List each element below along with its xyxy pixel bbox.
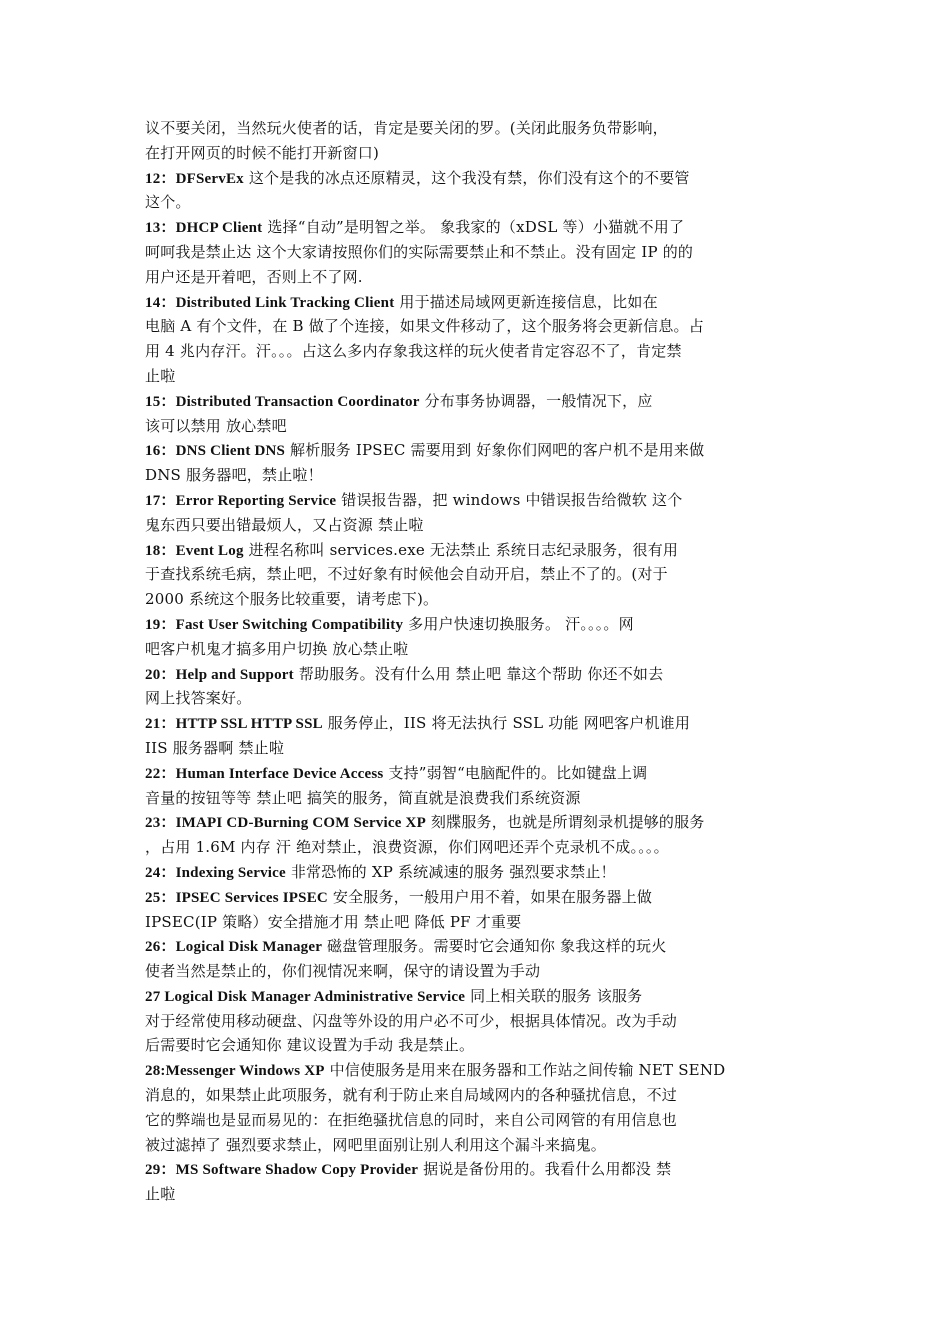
line-text: 2000 系统这个服务比较重要，请考虑下)。 (145, 590, 439, 609)
text-line (145, 1182, 785, 1207)
service-heading: 23：IMAPI CD-Burning COM Service XP (145, 815, 426, 832)
service-heading: 20：Help and Support (145, 666, 294, 683)
line-text: 这个。 (145, 193, 191, 212)
service-heading: 29：MS Software Shadow Copy Provider (145, 1162, 419, 1179)
text-line (145, 1108, 785, 1133)
text-line (145, 910, 785, 935)
line-text: 鬼东西只要出错最烦人，又占资源 禁止啦 (145, 515, 424, 534)
line-text: 支持”弱智“电脑配件的。比如键盘上调 (383, 763, 648, 782)
text-line (145, 488, 785, 513)
line-text: 网上找答案好。 (145, 689, 252, 708)
text-line (145, 810, 785, 835)
service-heading: 16：DNS Client DNS (145, 443, 286, 460)
line-text: IIS 服务器啊 禁止啦 (145, 738, 285, 757)
text-line (145, 662, 785, 687)
text-line (145, 786, 785, 811)
line-text: 止啦 (145, 366, 176, 385)
line-text: 用 4 兆内存汗。汗。。。占这么多内存象我这样的玩火使者肯定容忍不了，肯定禁 (145, 342, 682, 361)
text-line (145, 389, 785, 414)
line-text: 错误报告器，把 windows 中错误报告给微软 这个 (336, 490, 683, 509)
line-text: 议不要关闭，当然玩火使者的话，肯定是要关闭的罗。(关闭此服务负带影响， (145, 119, 668, 137)
text-line (145, 314, 785, 339)
line-text: 它的弊端也是显而易见的：在拒绝骚扰信息的同时，来自公司网管的有用信息也 (145, 1110, 678, 1129)
line-text: 使者当然是禁止的，你们视情况来啊，保守的请设置为手动 (145, 962, 541, 981)
text-line (145, 686, 785, 711)
text-line (145, 463, 785, 488)
line-text: 据说是备份用的。我看什么用都没 禁 (418, 1160, 672, 1179)
line-text: 安全服务，一般用户用不着，如果在服务器上做 (327, 887, 653, 906)
service-heading: 17：Error Reporting Service (145, 492, 337, 509)
text-line (145, 860, 785, 885)
text-line (145, 637, 785, 662)
line-text: 在打开网页的时候不能打开新窗口) (145, 143, 380, 162)
text-line (145, 339, 785, 364)
line-text: 帮助服务。没有什么用 禁止吧 靠这个帮助 你还不如去 (293, 664, 664, 683)
line-text: 进程名称叫 services.exe 无法禁止 系统日志纪录服务，很有用 (243, 540, 679, 559)
line-text: 用于描述局域网更新连接信息，比如在 (394, 292, 658, 311)
service-heading: 12：DFServEx (145, 170, 244, 187)
text-line (145, 587, 785, 612)
text-line (145, 265, 785, 290)
text-line (145, 959, 785, 984)
text-line (145, 414, 785, 439)
text-line (145, 711, 785, 736)
line-text: 选择“自动”是明智之举。 象我家的（xDSL 等）小猫就不用了 (262, 218, 685, 237)
service-heading: 22：Human Interface Device Access (145, 765, 384, 782)
text-line (145, 1157, 785, 1182)
text-line (145, 438, 785, 463)
line-text: DNS 服务器吧，禁止啦！ (145, 466, 323, 485)
line-text: 分布事务协调器，一般情况下，应 (419, 391, 653, 410)
text-line (145, 190, 785, 215)
text-line (145, 1133, 785, 1158)
text-line (145, 562, 785, 587)
service-heading: 28:Messenger Windows XP (145, 1063, 325, 1080)
text-line (145, 290, 785, 315)
text-line (145, 1009, 785, 1034)
line-text: 电脑 A 有个文件，在 B 做了个连接，如果文件移动了，这个服务将会更新信息。占 (145, 317, 704, 336)
text-line (145, 761, 785, 786)
line-text: 服务停止，IIS 将无法执行 SSL 功能 网吧客户机谁用 (322, 714, 691, 733)
line-text: 同上相关联的服务 该服务 (465, 986, 643, 1005)
text-line (145, 141, 785, 166)
line-text: 解析服务 IPSEC 需要用到 好象你们网吧的客户机不是用来做 (285, 441, 705, 460)
line-text: 音量的按钮等等 禁止吧 搞笑的服务，简直就是浪费我们系统资源 (145, 788, 581, 807)
text-line (145, 612, 785, 637)
line-text: 磁盘管理服务。需要时它会通知你 象我这样的玩火 (322, 937, 667, 956)
text-line (145, 984, 785, 1009)
line-text: 对于经常使用移动硬盘、闪盘等外设的用户必不可少，根据具体情况。改为手动 (145, 1011, 678, 1030)
line-text: 刻牒服务，也就是所谓刻录机提够的服务 (425, 813, 705, 832)
text-line (145, 1058, 785, 1083)
line-text: 消息的，如果禁止此项服务，就有利于防止来自局域网内的各种骚扰信息，不过 (145, 1086, 678, 1105)
line-text: 多用户快速切换服务。 汗。。。。网 (403, 614, 634, 633)
service-heading: 27 Logical Disk Manager Administrative Service (145, 988, 466, 1005)
text-line (145, 513, 785, 538)
service-heading: 15：Distributed Transaction Coordinator (145, 393, 420, 410)
line-text: IPSEC(IP 策略）安全措施才用 禁止吧 降低 PF 才重要 (145, 912, 522, 931)
text-line (145, 1083, 785, 1108)
line-text: 非常恐怖的 XP 系统减速的服务 强烈要求禁止！ (285, 862, 616, 881)
text-line (145, 538, 785, 563)
service-heading: 24：Indexing Service (145, 864, 286, 881)
line-text: 后需要时它会通知你 建议设置为手动 我是禁止。 (145, 1036, 475, 1055)
line-text: 于查找系统毛病，禁止吧，不过好象有时候他会自动开启，禁止不了的。(对于 (145, 565, 668, 584)
line-text: 这个是我的冰点还原精灵，这个我没有禁，你们没有这个的不要管 (243, 168, 690, 187)
line-text: 被过滤掉了 强烈要求禁止，网吧里面别让别人利用这个漏斗来搞鬼。 (145, 1135, 606, 1154)
text-line (145, 885, 785, 910)
line-text: ，占用 1.6M 内存 汗 绝对禁止，浪费资源，你们网吧还弄个克录机不成。。。。 (145, 838, 669, 857)
line-text: 该可以禁用 放心禁吧 (145, 416, 287, 435)
service-heading: 14：Distributed Link Tracking Client (145, 294, 395, 311)
text-line (145, 1033, 785, 1058)
line-text: 用户还是开着吧，否则上不了网. (145, 267, 363, 286)
document-body (145, 116, 785, 1207)
text-line (145, 166, 785, 191)
text-line (145, 215, 785, 240)
text-line (145, 116, 785, 141)
service-heading: 25：IPSEC Services IPSEC (145, 889, 328, 906)
line-text: 吧客户机鬼才搞多用户切换 放心禁止啦 (145, 639, 409, 658)
line-text: 止啦 (145, 1185, 176, 1204)
text-line (145, 736, 785, 761)
service-heading: 18：Event Log (145, 542, 244, 559)
service-heading: 26：Logical Disk Manager (145, 939, 323, 956)
text-line (145, 240, 785, 265)
text-line (145, 364, 785, 389)
line-text: 中信使服务是用来在服务器和工作站之间传输 NET SEND (324, 1061, 726, 1080)
text-line (145, 934, 785, 959)
text-line (145, 835, 785, 860)
line-text: 呵呵我是禁止达 这个大家请按照你们的实际需要禁止和不禁止。没有固定 IP 的的 (145, 242, 694, 261)
service-heading: 19：Fast User Switching Compatibility (145, 616, 404, 633)
service-heading: 13：DHCP Client (145, 220, 263, 237)
service-heading: 21：HTTP SSL HTTP SSL (145, 716, 323, 733)
